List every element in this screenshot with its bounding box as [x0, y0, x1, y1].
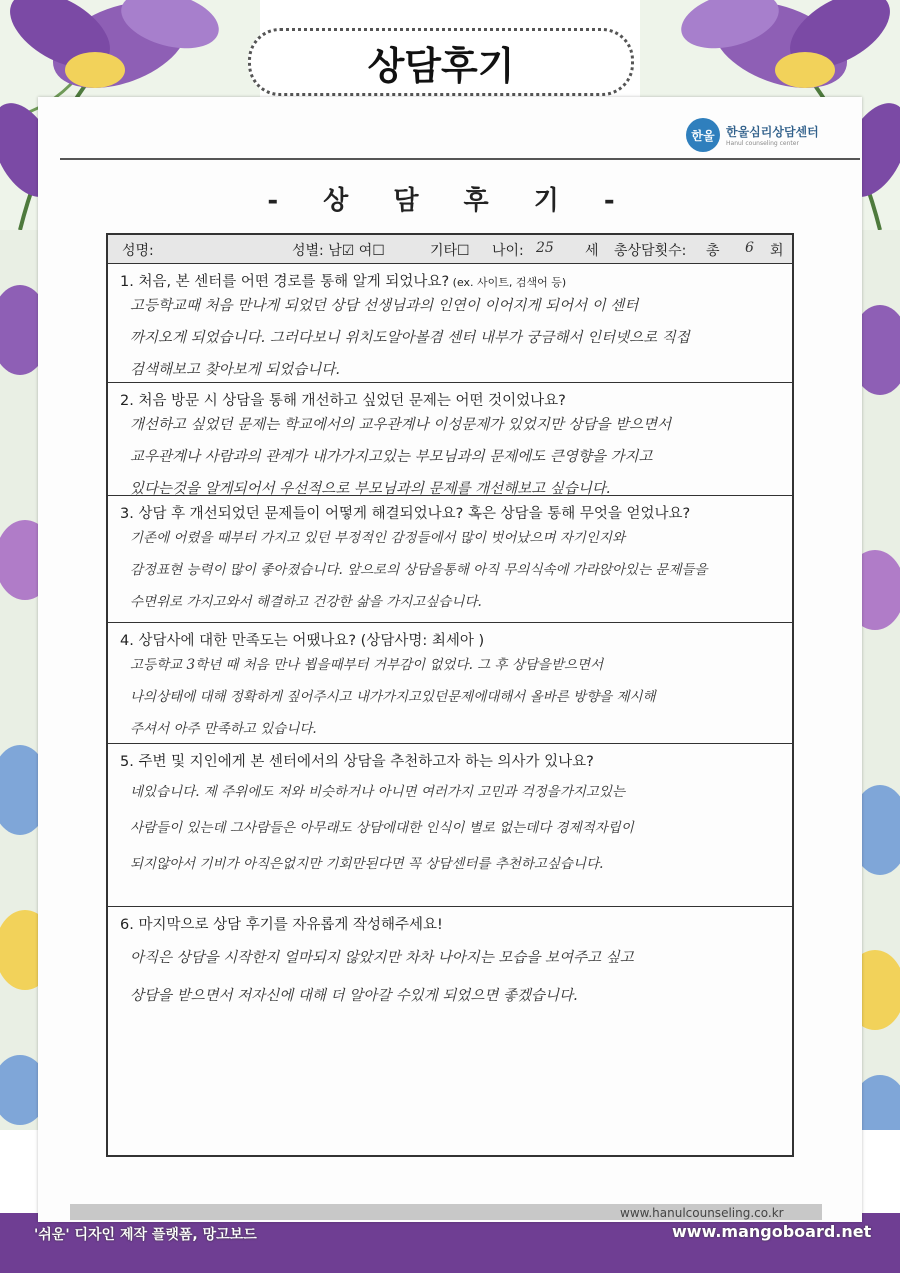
center-logo [686, 118, 819, 152]
question-section-4 [108, 623, 792, 744]
question-text: 6. 마지막으로 상담 후기를 자유롭게 작성해주세요! [120, 917, 443, 933]
info-row [108, 235, 792, 264]
watermark-right[interactable]: www.mangoboard.net [672, 1222, 872, 1241]
answer-text: 개선하고 싶었던 문제는 학교에서의 교우관계나 이성문제가 있었지만 상담을 받으면서 교우관계나 사람과의 관계가 내가가지고있는 부모님과의 문제에도 큰영향을 가지고 있다는것을 알게되어서 우선적으로 부모님과의 문제를 개선해보고 싶습니다. [130, 417, 672, 497]
question-text: 2. 처음 방문 시 상담을 통해 개선하고 싶었던 문제는 어떤 것이었나요? [120, 393, 566, 409]
name-label: 성명: [122, 243, 154, 259]
age-unit: 세 [585, 243, 599, 259]
gender-label: 성별: 남☑ 여☐ [292, 243, 385, 259]
question-section-2 [108, 383, 792, 496]
sessions-value: 6 [745, 240, 754, 256]
question-section-3 [108, 496, 792, 623]
sessions-prefix: 총 [706, 243, 720, 259]
sessions-label: 총상담횟수: [614, 243, 687, 259]
answer-text: 고등학교 3학년 때 처음 만나 뵙을때부터 거부감이 없었다. 그 후 상담을받으면서 나의상태에 대해 정확하게 짚어주시고 내가가지고있던문제에대해서 올바른 방향을 제시해 주셔서 아주 만족하고 있습니다. [130, 657, 656, 737]
logo-tagline: Hanul counseling center [726, 140, 799, 147]
review-form [106, 233, 794, 1157]
logo-text-block [726, 123, 819, 147]
age-label: 나이: [492, 243, 524, 259]
question-section-6 [108, 907, 792, 1153]
answer-text: 고등학교때 처음 만나게 되었던 상담 선생님과의 인연이 이어지게 되어서 이 센터 까지오게 되었습니다. 그러다보니 위치도알아볼겸 센터 내부가 궁금해서 인터넷으로 직접 검색해보고 찾아보게 되었습니다. [130, 298, 690, 378]
answer-text: 기존에 어렸을 때부터 가지고 있던 부정적인 감정들에서 많이 벗어났으며 자기인지와 감정표현 능력이 많이 좋아졌습니다. 앞으로의 상담을통해 아직 무의식속에 가라앉아있는 문제들을 수면위로 가지고와서 해결하고 건강한 삶을 가지고싶습니다. [130, 530, 708, 610]
document-title: - 상 담 후 기 - [267, 186, 633, 216]
header-divider [60, 158, 860, 160]
sessions-unit: 회 [770, 243, 784, 259]
watermark-left: '쉬운' 디자인 제작 플랫폼, 망고보드 [34, 1227, 257, 1243]
question-text: 3. 상담 후 개선되었던 문제들이 어떻게 해결되었나요? 혹은 상담을 통해 무엇을 얻었나요? [120, 506, 691, 522]
age-value: 25 [536, 240, 554, 256]
answer-text: 네있습니다. 제 주위에도 저와 비슷하거나 아니면 여러가지 고민과 걱정을가지고있는 사람들이 있는데 그사람들은 아무래도 상담에대한 인식이 별로 없는데다 경제적자립이 되지않아서 기비가 아직은없지만 기회만된다면 꼭 상담센터를 추천하고싶습니다. [130, 784, 634, 872]
page-title: 상담후기 [248, 28, 634, 96]
answer-text: 아직은 상담을 시작한지 얼마되지 않았지만 차차 나아지는 모습을 보여주고 싶고 상담을 받으면서 저자신에 대해 더 알아갈 수있게 되었으면 좋겠습니다. [130, 950, 634, 1004]
logo-mark: 한울 [686, 118, 720, 152]
website-url[interactable]: www.hanulcounseling.co.kr [620, 1206, 784, 1220]
question-text: 5. 주변 및 지인에게 본 센터에서의 상담을 추천하고자 하는 의사가 있나요? [120, 754, 594, 770]
question-text: 4. 상담사에 대한 만족도는 어땠나요? (상담사명: 최세아 ) [120, 633, 485, 649]
logo-name: 한울심리상담센터 [726, 125, 819, 139]
question-text: 1. 처음, 본 센터를 어떤 경로를 통해 알게 되었나요? (ex. 사이트, 검색어 등) [120, 274, 567, 290]
question-section-1 [108, 264, 792, 383]
other-label: 기타☐ [430, 243, 470, 259]
question-section-5 [108, 744, 792, 907]
